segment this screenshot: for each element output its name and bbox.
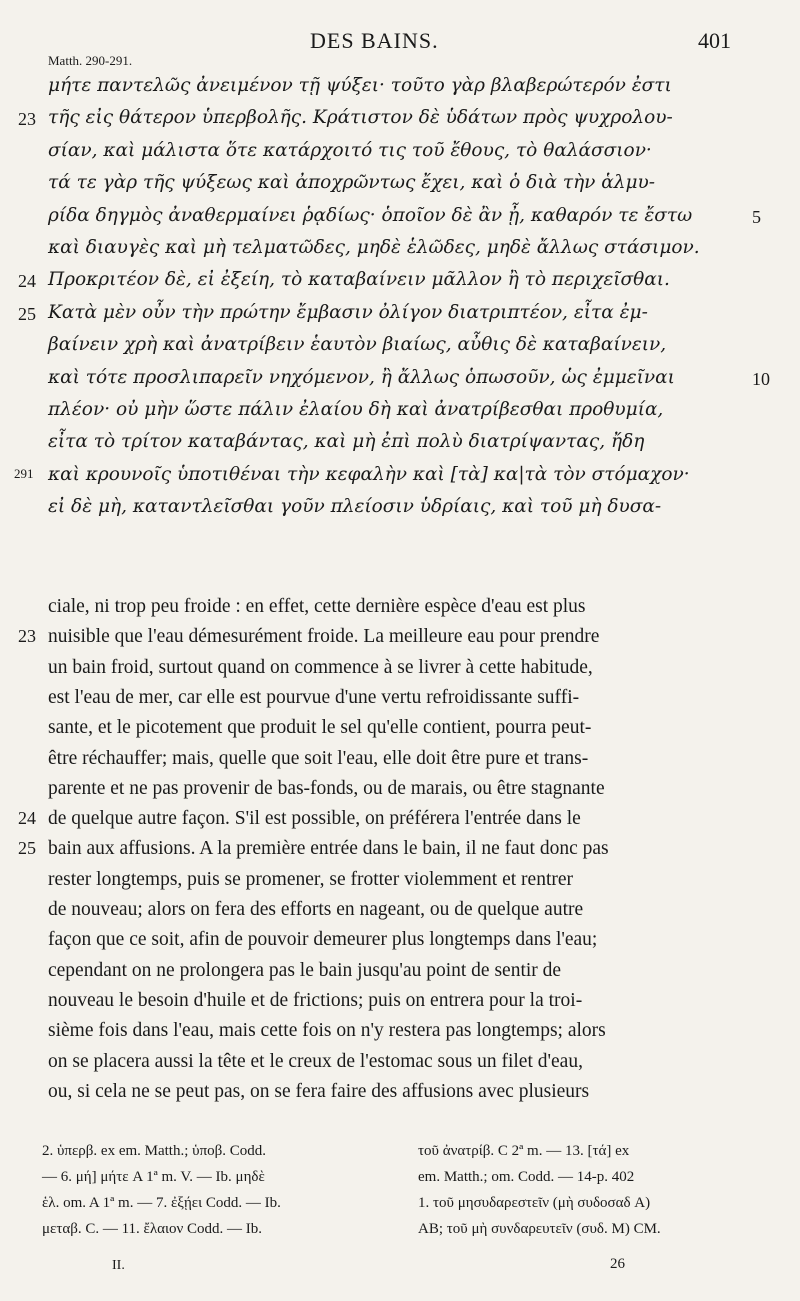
greek-line: καὶ κρουνοῖς ὑποτιθέναι τὴν κεφαλὴν καὶ [τὰ] κα|τὰ τὸν στόμαχον·: [48, 463, 690, 485]
greek-line: πλέον· οὐ μὴν ὥστε πάλιν ἐλαίου δὴ καὶ ἀνατρίβεσθαι προθυμία,: [48, 399, 664, 420]
french-line: sième fois dans l'eau, mais cette fois on n'y restera pas longtemps; alors: [48, 1020, 606, 1042]
notes-left-column: [42, 1138, 382, 1242]
page-title: DES BAINS.: [310, 28, 439, 53]
page-number: 401: [698, 28, 731, 53]
french-line: on se placera aussi la tête et le creux de l'estomac sous un filet d'eau,: [48, 1050, 583, 1072]
french-line: est l'eau de mer, car elle est pourvue d'une vertu refroidissante suffi-: [48, 686, 580, 708]
french-line: ou, si cela ne se peut pas, on se fera faire des affusions avec plusieurs: [48, 1080, 590, 1102]
section-number: 25: [18, 303, 36, 324]
greek-line: ρίδα δηγμὸς ἀναθερμαίνει ῥᾳδίως· ὁποῖον δὲ ἂν ᾖ, καθαρόν τε ἔστω: [48, 204, 693, 226]
apparatus-note-line: — 6. μή] μήτε A 1ª m. V. — Ib. μηδὲ: [42, 1169, 265, 1185]
french-line: un bain froid, surtout quand on commence à se livrer à cette habitude,: [48, 656, 593, 678]
french-line: façon que ce soit, afin de pouvoir demeurer plus longtemps dans l'eau;: [48, 929, 598, 951]
greek-line: σίαν, καὶ μάλιστα ὅτε κατάρχοιτό τις τοῦ ἔθους, τὸ θαλάσσιον·: [48, 139, 652, 161]
edition-reference: Matth. 290-291.: [48, 53, 133, 68]
apparatus-note-line: AB; τοῦ μὴ συνδαρευτεῖν (συδ. M) CM.: [418, 1221, 661, 1237]
section-number: 23: [18, 109, 36, 130]
section-number: 25: [18, 838, 36, 859]
section-number: 24: [18, 271, 36, 292]
french-line: ciale, ni trop peu froide : en effet, cette dernière espèce d'eau est plus: [48, 596, 586, 617]
greek-line: καὶ διαυγὲς καὶ μὴ τελματῶδες, μηδὲ ἑλῶδες, μηδὲ ἄλλως στάσιμον.: [48, 237, 700, 258]
notes-right-column: [418, 1138, 758, 1242]
greek-line: εἶτα τὸ τρίτον καταβάντας, καὶ μὴ ἐπὶ πολὺ διατρίψαντας, ἤδη: [48, 431, 645, 453]
greek-line: τά τε γὰρ τῆς ψύξεως καὶ ἀποχρῶντως ἔχει, καὶ ὁ διὰ τὴν ἁλμυ-: [48, 172, 656, 194]
french-line: bain aux affusions. A la première entrée dans le bain, il ne faut donc pas: [48, 838, 609, 860]
apparatus-note-line: μεταβ. C. — 11. ἔλαιον Codd. — Ib.: [42, 1221, 263, 1237]
french-line: nuisible que l'eau démesurément froide. La meilleure eau pour prendre: [48, 626, 600, 648]
greek-line: καὶ τότε προσλιπαρεῖν νηχόμενον, ἢ ἄλλως ὁπωσοῦν, ὡς ἐμμεῖναι: [48, 366, 675, 388]
section-number: 24: [18, 808, 36, 829]
french-line: être réchauffer; mais, quelle que soit l'eau, elle doit être pure et trans-: [48, 747, 589, 769]
section-number: 23: [18, 626, 36, 647]
french-line: parente et ne pas provenir de bas-fonds, ou de marais, ou être stagnante: [48, 777, 605, 799]
greek-line: μήτε παντελῶς ἀνειμένον τῇ ψύξει· τοῦτο γὰρ βλαβερώτερόν ἐστι: [48, 75, 672, 96]
signature-mark: II.: [112, 1258, 125, 1273]
greek-line: βαίνειν χρὴ καὶ ἀνατρίβειν ἑαυτὸν βιαίως, αὖθις δὲ καταβαίνειν,: [48, 334, 667, 356]
french-line: de nouveau; alors on fera des efforts en nageant, ou de quelque autre: [48, 899, 584, 920]
apparatus-note-line: em. Matth.; om. Codd. — 14-p. 402: [418, 1169, 635, 1185]
greek-line: Κατὰ μὲν οὖν τὴν πρώτην ἔμβασιν ὀλίγον διατριπτέον, εἶτα ἐμ-: [48, 301, 648, 323]
apparatus-note-line: 1. τοῦ μησυδαρεστεῖν (μὴ συδοσαδ A): [418, 1195, 651, 1211]
line-count-number: 10: [752, 368, 770, 389]
apparatus-note-line: ἑλ. om. A 1ª m. — 7. ἐξῄει Codd. — Ib.: [42, 1195, 281, 1211]
gathering-number: 26: [610, 1256, 625, 1272]
greek-line: Προκριτέον δὲ, εἰ ἐξείη, τὸ καταβαίνειν μᾶλλον ἢ τὸ περιχεῖσθαι.: [48, 269, 670, 291]
greek-line: εἰ δὲ μὴ, καταντλεῖσθαι γοῦν πλείοσιν ὑδρίαις, καὶ τοῦ μὴ δυσα-: [48, 496, 662, 518]
french-line: de quelque autre façon. S'il est possible, on préférera l'entrée dans le: [48, 808, 581, 830]
apparatus-note-line: τοῦ ἀνατρίβ. C 2ª m. — 13. [τά] ex: [418, 1143, 630, 1159]
french-line: cependant on ne prolongera pas le bain jusqu'au point de sentir de: [48, 959, 562, 981]
french-line: rester longtemps, puis se promener, se frotter violemment et rentrer: [48, 868, 574, 890]
greek-line: τῆς εἰς θάτερον ὑπερβολῆς. Κράτιστον δὲ ὑδάτων πρὸς ψυχρολου-: [48, 107, 673, 129]
line-count-number: 5: [752, 206, 761, 227]
french-line: nouveau le besoin d'huile et de frictions; puis on entrera pour la troi-: [48, 989, 583, 1011]
section-number: 291: [14, 465, 34, 481]
apparatus-note-line: 2. ὑπερβ. ex em. Matth.; ὑποβ. Codd.: [42, 1143, 267, 1159]
french-line: sante, et le picotement que produit le sel qu'elle contient, pourra peut-: [48, 717, 592, 739]
